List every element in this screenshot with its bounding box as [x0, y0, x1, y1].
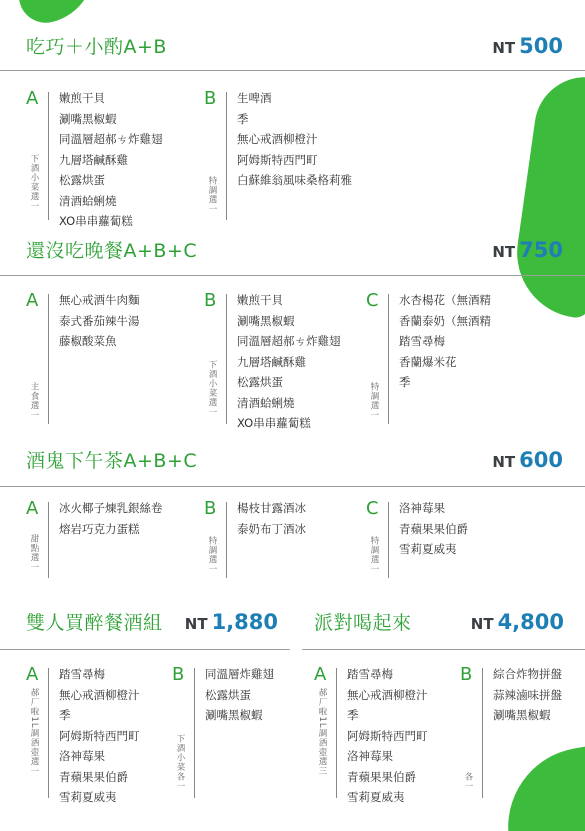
list-item: 涮嘴黑椒蝦	[237, 313, 295, 328]
group-letter: B	[460, 664, 473, 685]
decor-blob-right	[509, 71, 585, 320]
list-item: 青蘋果果伯爵	[59, 769, 128, 784]
list-item: 九層塔鹹酥雞	[59, 152, 128, 167]
decor-blob-top-left	[13, 0, 104, 28]
list-item: 踏雪尋梅	[59, 667, 105, 681]
group-divider-line	[336, 668, 337, 798]
section-divider	[0, 649, 290, 650]
group-label: 各一	[463, 772, 473, 791]
group-letter: A	[26, 290, 39, 311]
group-letter: B	[204, 290, 217, 311]
item-list	[237, 88, 352, 191]
section-title: 派對喝起來	[314, 612, 412, 634]
list-item: 蒜辣滷味拼盤	[493, 687, 562, 702]
section-price: NT 750	[492, 238, 563, 262]
group-divider-line	[226, 294, 227, 424]
list-item: 阿姆斯特西門町	[347, 728, 428, 743]
list-item: 涮嘴黑椒蝦	[493, 708, 551, 722]
group-divider-line	[226, 502, 227, 578]
group-letter: A	[26, 498, 39, 519]
group-letter: B	[204, 88, 217, 109]
section-header	[314, 608, 564, 635]
section-title: 雙人買醉餐酒組	[26, 612, 163, 634]
option-group-a	[26, 664, 171, 804]
list-item: 無心戒酒柳橙汁	[237, 132, 318, 146]
list-item: 無心戒酒柳橙汁	[59, 687, 140, 702]
list-item: 踏雪尋梅	[347, 667, 393, 681]
list-item: 嫩煎干貝	[237, 293, 283, 307]
item-list	[399, 290, 491, 393]
list-item: 松露烘蛋	[237, 375, 283, 389]
list-item: 洛神莓果	[399, 501, 445, 515]
item-list	[59, 664, 140, 808]
item-list	[59, 498, 163, 539]
group-label: 郝厂啦1L調酒壺選一	[29, 688, 39, 777]
group-letter: C	[366, 290, 379, 311]
section-header	[26, 446, 563, 473]
group-letter: B	[204, 498, 217, 519]
list-item: 雪莉夏威夷	[59, 790, 117, 804]
list-item: 熔岩巧克力蛋糕	[59, 521, 140, 536]
option-group-b	[460, 664, 580, 798]
list-item: 季	[399, 375, 411, 389]
section-header	[26, 32, 563, 59]
list-item: 水杏楊花（無酒精	[399, 293, 491, 307]
list-item: 楊枝甘露酒冰	[237, 501, 306, 515]
section-price: NT 600	[492, 448, 563, 472]
section-divider	[0, 486, 585, 487]
list-item: 青蘋果果伯爵	[347, 769, 416, 784]
group-letter: A	[26, 88, 39, 109]
group-divider-line	[482, 668, 483, 798]
list-item: 季	[237, 111, 249, 126]
group-divider-line	[48, 92, 49, 220]
option-group-a	[26, 88, 196, 228]
group-divider-line	[388, 502, 389, 578]
group-label: 特調選一	[207, 176, 217, 214]
list-item: 松露烘蛋	[205, 687, 251, 702]
group-divider-line	[48, 668, 49, 798]
list-item: 泰奶布丁酒冰	[237, 521, 306, 536]
list-item: 季	[59, 708, 71, 722]
list-item: 香蘭爆米花	[399, 354, 457, 369]
group-letter: A	[314, 664, 327, 685]
list-item: 綜合炸物拼盤	[493, 667, 562, 681]
section-title: 酒鬼下午茶A+B+C	[26, 450, 198, 472]
item-list	[347, 664, 428, 808]
list-item: 季	[347, 708, 359, 722]
option-group-c	[366, 290, 556, 424]
list-item: 同溫層炸雞翅	[205, 667, 274, 681]
section-divider	[0, 70, 585, 71]
list-item: 涮嘴黑椒蝦	[205, 708, 263, 722]
option-group-a	[314, 664, 460, 804]
item-list	[205, 664, 274, 726]
option-group-a	[26, 290, 196, 424]
list-item: 香蘭泰奶（無酒精	[399, 313, 491, 328]
list-item: 白蘇維翁風味桑格莉雅	[237, 173, 352, 187]
item-list	[493, 664, 562, 726]
option-group-c	[366, 498, 556, 578]
list-item: 生啤酒	[237, 91, 272, 105]
list-item: 無心戒酒柳橙汁	[347, 687, 428, 702]
section-title: 吃巧＋小酌A+B	[26, 36, 167, 58]
list-item: 阿姆斯特西門町	[237, 152, 318, 167]
item-list	[237, 498, 306, 539]
list-item: 洛神莓果	[347, 749, 393, 763]
group-divider-line	[48, 502, 49, 578]
section-price: NT 1,880	[184, 610, 278, 634]
section-price: NT 4,800	[470, 610, 564, 634]
list-item: 藤椒酸菜魚	[59, 334, 117, 348]
list-item: 青蘋果果伯爵	[399, 521, 468, 536]
option-group-b	[204, 290, 364, 430]
group-letter: A	[26, 664, 39, 685]
list-item: 踏雪尋梅	[399, 334, 445, 348]
option-group-b	[172, 664, 292, 798]
item-list	[399, 498, 468, 560]
group-label: 甜點選一	[29, 534, 39, 572]
section-price: NT 500	[492, 34, 563, 58]
list-item: 泰式番茄辣牛湯	[59, 313, 140, 328]
list-item: XO串串蘿蔔糕	[59, 214, 133, 228]
group-label: 主食選一	[29, 382, 39, 420]
group-divider-line	[388, 294, 389, 424]
list-item: 雪莉夏威夷	[347, 790, 405, 804]
list-item: 涮嘴黑椒蝦	[59, 111, 117, 126]
list-item: 嫩煎干貝	[59, 91, 105, 105]
list-item: 洛神莓果	[59, 749, 105, 763]
list-item: 九層塔鹹酥雞	[237, 354, 306, 369]
section-header	[26, 236, 563, 263]
section-header	[26, 608, 278, 635]
option-group-a	[26, 498, 196, 578]
option-group-b	[204, 498, 364, 578]
group-label: 下酒小菜選一	[29, 154, 39, 211]
group-label: 特調選一	[369, 382, 379, 420]
group-label: 下酒小菜選一	[207, 360, 217, 417]
section-title: 還沒吃晚餐A+B+C	[26, 240, 198, 262]
list-item: XO串串蘿蔔糕	[237, 416, 311, 430]
item-list	[59, 88, 163, 232]
option-group-b	[204, 88, 404, 220]
section-divider	[0, 275, 585, 276]
list-item: 松露烘蛋	[59, 173, 105, 187]
list-item: 清酒蛤蜊燒	[237, 395, 295, 410]
list-item: 雪莉夏威夷	[399, 542, 457, 556]
section-divider	[302, 649, 585, 650]
group-label: 特調選一	[369, 536, 379, 574]
group-label: 下酒小菜各一	[175, 734, 185, 791]
group-divider-line	[226, 92, 227, 220]
list-item: 同溫層超郝ㄘ炸雞翅	[59, 132, 163, 146]
group-label: 特調選一	[207, 536, 217, 574]
group-letter: B	[172, 664, 185, 685]
item-list	[59, 290, 140, 352]
item-list	[237, 290, 341, 434]
list-item: 阿姆斯特西門町	[59, 728, 140, 743]
list-item: 清酒蛤蜊燒	[59, 193, 117, 208]
group-label: 郝厂啦1L調酒壺選三	[317, 688, 327, 777]
list-item: 同溫層超郝ㄘ炸雞翅	[237, 334, 341, 348]
group-letter: C	[366, 498, 379, 519]
list-item: 無心戒酒牛肉麵	[59, 293, 140, 307]
list-item: 冰火椰子煉乳銀絲卷	[59, 501, 163, 515]
group-divider-line	[194, 668, 195, 798]
group-divider-line	[48, 294, 49, 424]
